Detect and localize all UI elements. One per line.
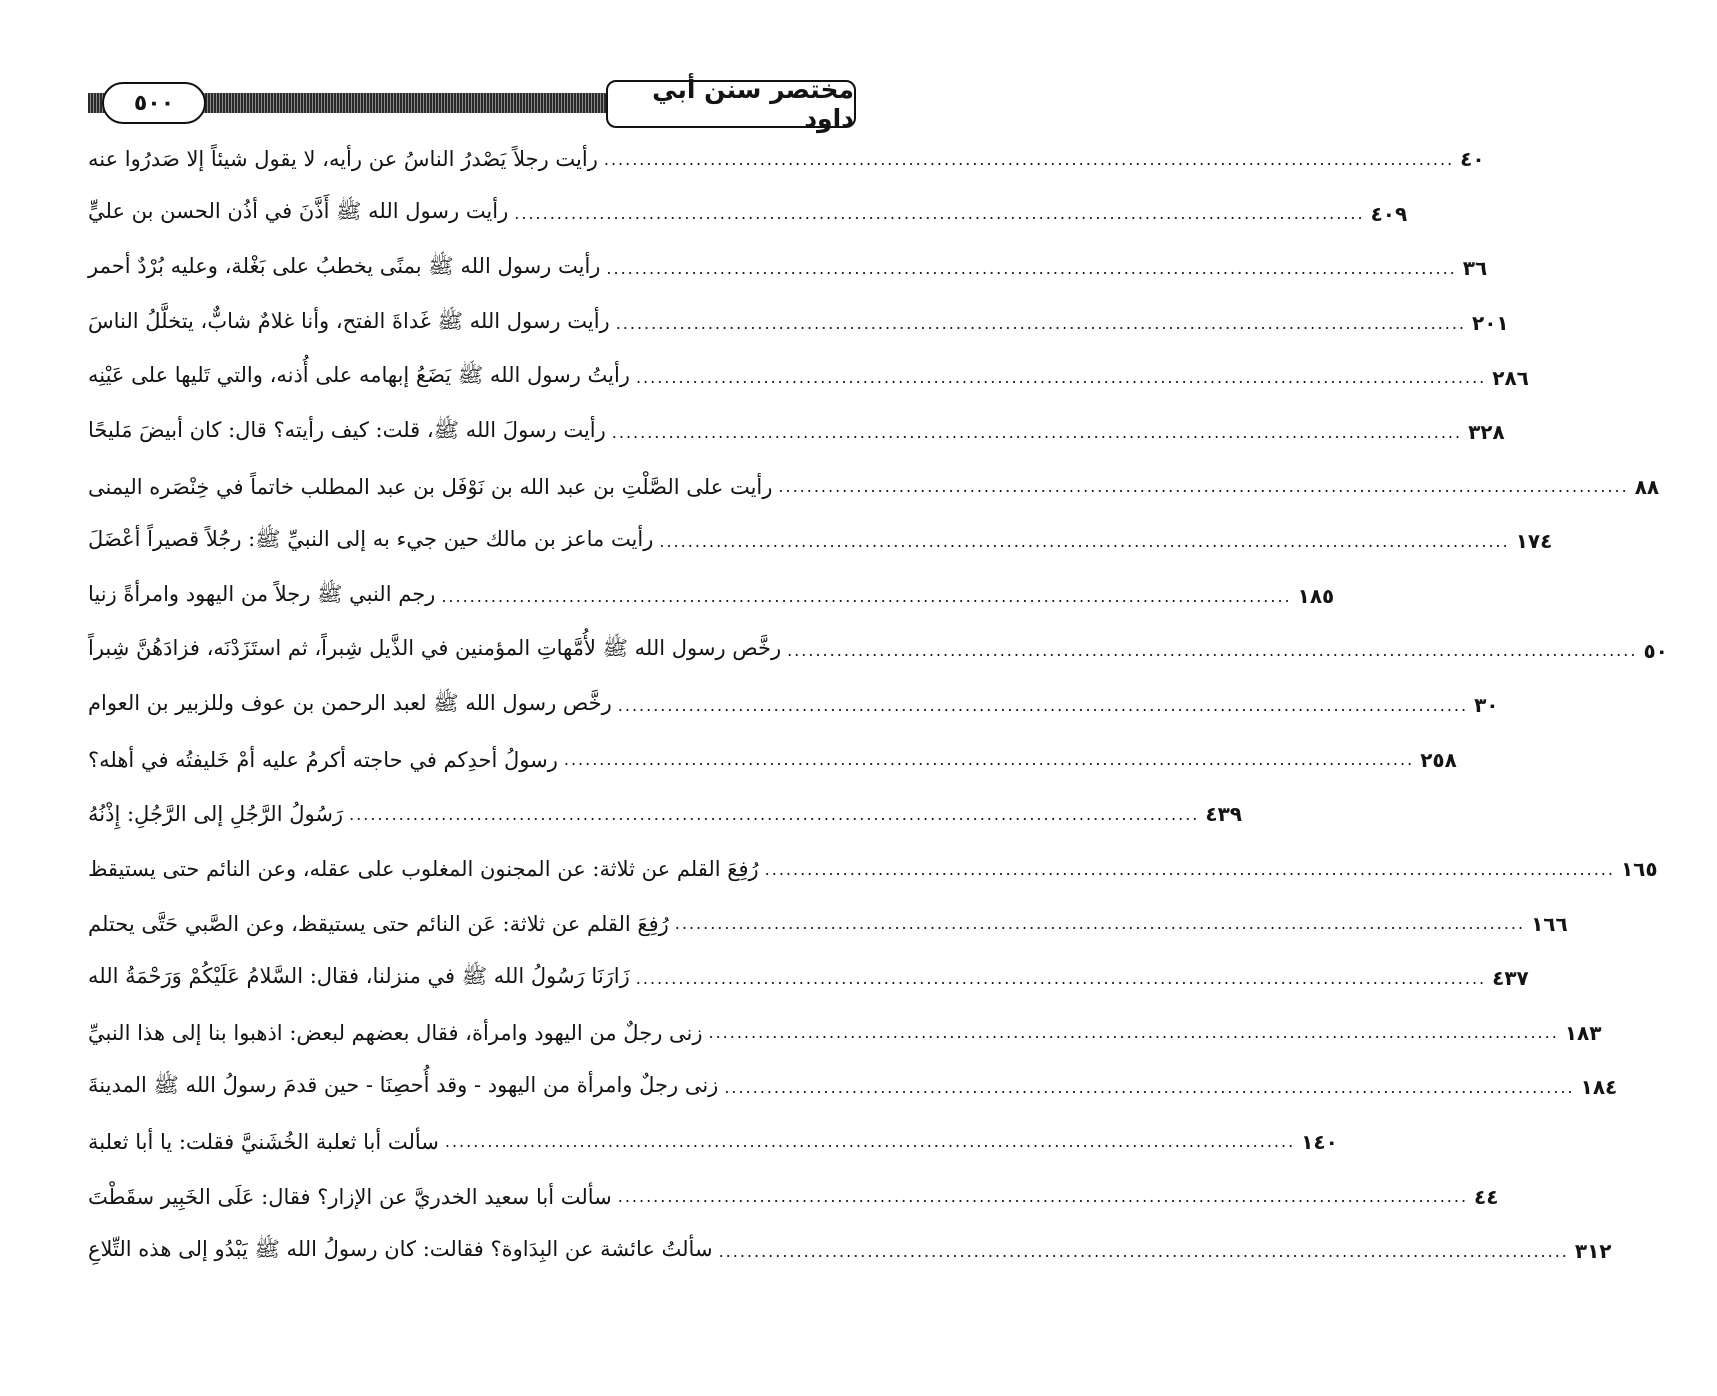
index-entry (88, 296, 1509, 351)
entry-text: رأيت رسول الله ﷺ أَذَّنَ في أذُن الحسن بن عليٍّ (88, 199, 509, 224)
leader-dots: ........................................................................................................................ (635, 368, 1487, 388)
entry-text: رَسُولُ الرَّجُلِ إلى الرَّجُلِ: إِذْنُهُ (88, 802, 344, 827)
entry-page-number: ٤٣٩ (1205, 802, 1242, 827)
index-entry (88, 1006, 1602, 1061)
leader-dots: ........................................................................................................................ (617, 1187, 1469, 1207)
entry-text: رأيتُ رسول الله ﷺ يَضَعُ إبهامه على أُذنه، والتي تَليها على عَيْنِه (88, 363, 630, 388)
leader-dots: ........................................................................................................................ (606, 258, 1457, 278)
entry-page-number: ٣٦ (1462, 256, 1488, 281)
index-entry (88, 733, 1457, 788)
entry-text: رأيت رسول الله ﷺ غَداةَ الفتح، وأنا غلامٌ شابٌّ، يتخلَّلُ الناسَ (88, 308, 610, 333)
entry-page-number: ١٨٥ (1297, 584, 1335, 609)
index-entry (88, 787, 1242, 842)
index-entry (88, 569, 1335, 624)
entry-text: رجم النبي ﷺ رجلاً من اليهود وامرأةً زنيا (88, 581, 436, 606)
leader-dots: ........................................................................................................................ (718, 1241, 1569, 1261)
index-entry (88, 405, 1505, 460)
entry-text: رأيت رجلاً يَصْدرُ الناسُ عن رأيه، لا يقول شيئاً إلا صَدرُوا عنه (88, 147, 598, 172)
index-entry (88, 350, 1529, 405)
entry-text: رأيت رسولَ الله ﷺ، قلت: كيف رأيته؟ قال: كان أبيضَ مَليحًا (88, 417, 606, 442)
entry-page-number: ٤٠ (1460, 147, 1485, 172)
index-entry (88, 623, 1668, 678)
index-entry (88, 951, 1529, 1006)
entry-page-number: ١٤٠ (1301, 1129, 1338, 1154)
entry-text: زنى رجلٌ وامرأة من اليهود - وقد أُحصِنَا - حين قدمَ رسولُ الله ﷺ المدينةَ (88, 1072, 719, 1097)
entry-page-number: ١٦٦ (1531, 911, 1568, 936)
entry-page-number: ٤٠٩ (1370, 201, 1408, 226)
leader-dots: ........................................................................................................................ (659, 531, 1510, 551)
entry-page-number: ٢٠١ (1472, 311, 1509, 336)
leader-dots: ........................................................................................................................ (708, 1023, 1559, 1043)
leader-dots: ........................................................................................................................ (441, 586, 1292, 606)
leader-dots: ........................................................................................................................ (787, 641, 1638, 661)
entry-text: رُفِعَ القلم عن ثلاثة: عن المجنون المغلوب على عقله، وعن النائم حتى يستيقظ (88, 857, 759, 882)
entry-page-number: ١٨٣ (1564, 1020, 1602, 1045)
entry-page-number: ٤٣٧ (1492, 966, 1529, 991)
entry-text: زنى رجلٌ من اليهود وامرأة، فقال بعضهم لبعض: اذهبوا بنا إلى هذا النبيِّ (88, 1020, 703, 1045)
leader-dots: ........................................................................................................................ (563, 750, 1415, 770)
entry-text: رخَّص رسول الله ﷺ لأُمَّهاتِ المؤمنين في الذَّيل شِبراً، ثم استَزَدْنَه، فزادَهُنَّ شِبراً (88, 636, 782, 661)
index-entry (88, 896, 1568, 951)
entry-text: زَارَنَا رَسُولُ الله ﷺ في منزلنا، فقال: السَّلامُ عَلَيْكُمْ وَرَحْمَةُ الله (88, 963, 630, 988)
leader-dots: ........................................................................................................................ (617, 695, 1469, 715)
leader-dots: ........................................................................................................................ (514, 204, 1365, 224)
entry-page-number: ٣٠ (1474, 693, 1499, 718)
index-entries-list (88, 132, 1668, 1278)
leader-dots: ........................................................................................................................ (615, 313, 1467, 333)
entry-page-number: ٢٨٦ (1492, 365, 1529, 390)
leader-dots: ........................................................................................................................ (674, 914, 1526, 934)
index-entry (88, 842, 1658, 897)
index-entry (88, 460, 1660, 515)
leader-dots: ........................................................................................................................ (603, 149, 1455, 169)
index-entry (88, 132, 1485, 187)
entry-page-number: ٣٢٨ (1468, 420, 1505, 445)
entry-page-number: ٨٨ (1634, 474, 1660, 499)
entry-text: سألتُ عائشة عن البِدَاوة؟ فقالت: كان رسولُ الله ﷺ يَبْدُو إلى هذه التِّلاعِ (88, 1236, 713, 1261)
leader-dots: ........................................................................................................................ (611, 422, 1463, 442)
leader-dots: ........................................................................................................................ (778, 477, 1629, 497)
leader-dots: ........................................................................................................................ (764, 859, 1615, 879)
index-entry (88, 1169, 1499, 1224)
entry-page-number: ٣١٢ (1574, 1239, 1612, 1264)
index-entry (88, 241, 1488, 296)
index-entry (88, 678, 1499, 733)
entry-text: رسولُ أحدِكم في حاجته أكرمُ عليه أمْ خَليفتُه في أهله؟ (88, 747, 558, 772)
entry-text: رأيت على الصَّلْتِ بن عبد الله بن نَوْفَل بن عبد المطلب خاتماً في خِنْصَره اليمنى (88, 474, 773, 499)
index-entry (88, 1115, 1338, 1170)
leader-dots: ........................................................................................................................ (444, 1132, 1296, 1152)
index-entry (88, 1060, 1618, 1115)
leader-dots: ........................................................................................................................ (635, 968, 1487, 988)
entry-page-number: ١٨٤ (1580, 1075, 1618, 1100)
book-title: مختصر سنن أبي داود (606, 80, 856, 128)
entry-text: رأيت ماعز بن مالك حين جيء به إلى النبيِّ ﷺ: رجُلاً قصيراً أعْضَلَ (88, 526, 654, 551)
entry-page-number: ٤٤ (1474, 1184, 1499, 1209)
entry-page-number: ٢٥٨ (1420, 747, 1457, 772)
index-entry (88, 187, 1408, 242)
entry-text: رُفِعَ القلم عن ثلاثة: عَن النائم حتى يستيقظ، وعن الصَّبي حَتَّى يحتلم (88, 911, 669, 936)
page-header (88, 75, 856, 133)
entry-text: سألت أبا ثعلبة الخُشَنيَّ فقلت: يا أبا ثعلبة (88, 1129, 439, 1154)
index-entry (88, 1224, 1612, 1279)
entry-text: رخَّص رسول الله ﷺ لعبد الرحمن بن عوف وللزبير بن العوام (88, 690, 612, 715)
entry-text: رأيت رسول الله ﷺ بمنًى يخطبُ على بَغْلة، وعليه بُرْدٌ أحمر (88, 253, 601, 278)
entry-text: سألت أبا سعيد الخدريَّ عن الإزار؟ فقال: عَلَى الخَبِير سقَطْتَ (88, 1184, 612, 1209)
entry-page-number: ٥٠ (1643, 638, 1668, 663)
leader-dots: ........................................................................................................................ (724, 1077, 1575, 1097)
entry-page-number: ١٧٤ (1515, 529, 1553, 554)
page-number: ٥٠٠ (102, 82, 206, 124)
entry-page-number: ١٦٥ (1620, 857, 1658, 882)
leader-dots: ........................................................................................................................ (349, 804, 1200, 824)
index-entry (88, 514, 1553, 569)
